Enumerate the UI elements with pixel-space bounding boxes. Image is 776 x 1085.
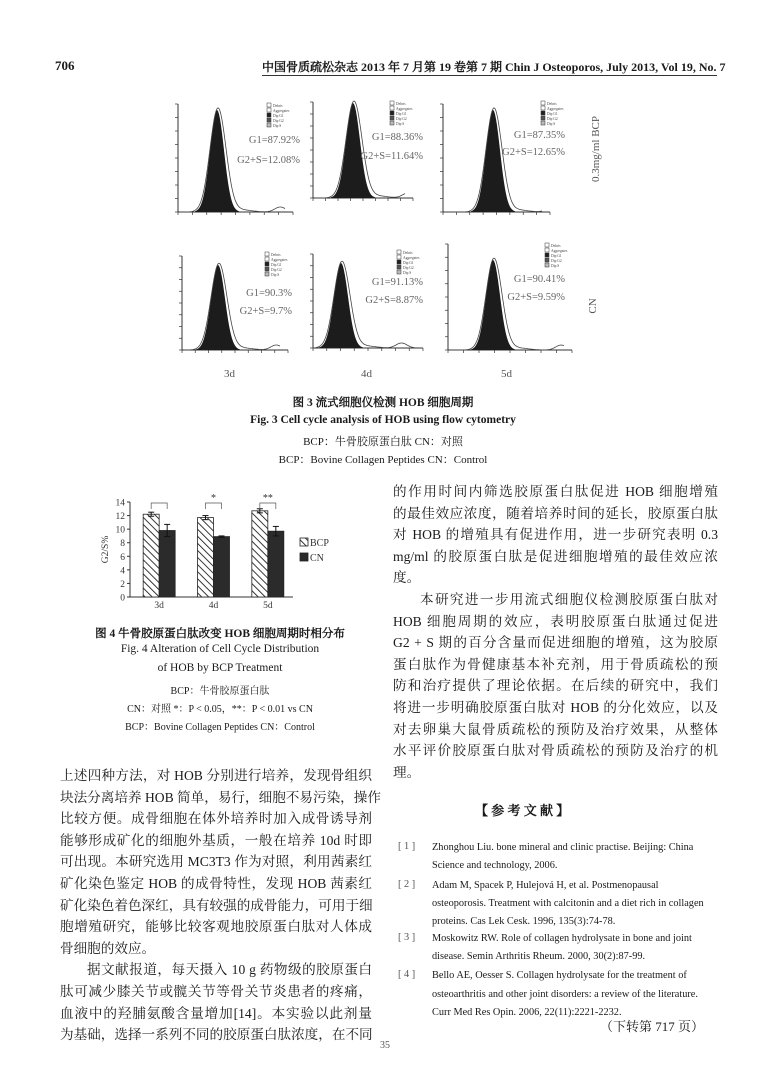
- legend-label: Dip S: [273, 124, 282, 128]
- x-tick-label: 5d: [263, 601, 273, 611]
- text-line: 骨细胞的效应。: [60, 940, 156, 956]
- legend-label: Dip G1: [271, 263, 282, 267]
- legend-label: Debris: [547, 102, 557, 106]
- reference-text: osteoarthritis and other joint disorders: a review of the literature.: [432, 989, 698, 1000]
- reference-text: Moskowitz RW. Role of collagen hydrolysate in bone and joint: [432, 933, 692, 944]
- g1-percentage: G1=88.36%: [371, 132, 423, 143]
- text-line: 可出现。本研究选用 MC3T3 作为对照，利用茜素红: [60, 854, 372, 870]
- reference-text: Curr Med Res Opin. 2006, 22(11):2221-2232.: [432, 1007, 622, 1018]
- figure-3-note-cn: BCP：牛骨胶原蛋白肽 CN：对照: [303, 436, 463, 448]
- figure-3-caption-cn: 图 3 流式细胞仪检测 HOB 细胞周期: [292, 397, 474, 409]
- y-tick-label: 0: [120, 593, 125, 604]
- reference-text: disease. Semin Arthritis Rheum. 2000, 30(2):87-99.: [432, 951, 646, 962]
- g2s-percentage: G2+S=9.7%: [239, 306, 292, 317]
- text-line: 蛋白肽作为骨健康基本补充剂，用于骨质疏松的预: [393, 656, 718, 672]
- legend-label: Debris: [396, 102, 406, 106]
- column-label-5d: 5d: [501, 368, 512, 380]
- legend-label: Dip G1: [396, 112, 407, 116]
- text-line: G2 + S 期的百分含量而促进细胞的增殖，这为胶原: [393, 635, 718, 651]
- g1-percentage: G1=91.13%: [371, 277, 423, 288]
- y-axis-label: G2/S%: [101, 535, 111, 564]
- reference-number: [ 3 ]: [398, 932, 416, 943]
- legend-label: Dip G1: [551, 254, 562, 258]
- column-label-4d: 4d: [361, 368, 372, 380]
- reference-number: [ 2 ]: [398, 879, 416, 890]
- bar-cn: [214, 537, 230, 597]
- legend-label: Dip G2: [547, 117, 558, 121]
- legend-label: Dip G1: [273, 114, 284, 118]
- continued-note: （下转第 717 页）: [600, 1019, 705, 1034]
- text-line: 血液中的羟脯氨酸含量增加[14]。本实验以此剂量: [60, 1005, 372, 1021]
- text-line: 防和治疗提供了理论依据。在后续的研究中，我们: [393, 678, 718, 694]
- y-tick-label: 10: [115, 525, 125, 536]
- text-line: 水平评价胶原蛋白肽对骨质疏松的预防及治疗的机: [393, 743, 718, 759]
- running-header: 中国骨质疏松杂志 2013 年 7 月第 19 卷第 7 期 Chin J Osteoporos, July 2013, Vol 19, No. 7: [262, 60, 726, 74]
- legend-label: Dip G2: [396, 117, 407, 121]
- legend-label: Aggregates: [547, 107, 564, 111]
- references-heading: 【 参 考 文 献 】: [475, 803, 570, 818]
- legend-label: Aggregates: [273, 109, 290, 113]
- legend-label: Dip G2: [271, 268, 282, 272]
- text-line: 矿化染色鉴定 HOB 的成骨特性，发现 HOB 茜素红: [60, 876, 372, 891]
- legend-label-bcp: BCP: [310, 538, 329, 549]
- legend-label: Dip S: [551, 264, 560, 268]
- legend-label: Dip S: [396, 122, 405, 126]
- legend-swatch-cn: [300, 553, 308, 561]
- text-line: 能够形成矿化的细胞外基质，一般在培养 10d 时即: [60, 832, 372, 848]
- text-line: 胞增殖研究，能够比较客观地胶原蛋白肽对人体成: [60, 919, 372, 935]
- g2s-percentage: G2+S=12.08%: [237, 155, 300, 166]
- legend-label: Dip G2: [551, 259, 562, 263]
- text-line: 的最佳效应浓度，随着培养时间的延长，胶原蛋白肽: [393, 505, 718, 521]
- column-label-3d: 3d: [224, 368, 235, 380]
- figure-4-caption-cn: 图 4 牛骨胶原蛋白肽改变 HOB 细胞周期时相分布: [95, 628, 345, 640]
- text-line: 为基础，选择一系列不同的胶原蛋白肽浓度，在不同: [60, 1027, 373, 1043]
- y-tick-label: 6: [120, 552, 125, 563]
- figure-3-caption-en: Fig. 3 Cell cycle analysis of HOB using flow cytometry: [250, 414, 516, 426]
- g2s-percentage: G2+S=9.59%: [507, 292, 565, 303]
- g2s-percentage: G2+S=12.65%: [502, 147, 565, 158]
- legend-label: Debris: [273, 104, 283, 108]
- legend-label: Aggregates: [403, 256, 420, 260]
- bar-cn: [268, 531, 284, 597]
- reference-text: Bello AE, Oesser S. Collagen hydrolysate for the treatment of: [432, 970, 687, 981]
- text-line: 度。: [393, 570, 421, 586]
- figure-4-caption-en-2: of HOB by BCP Treatment: [157, 662, 283, 674]
- g1-percentage: G1=90.3%: [246, 288, 292, 299]
- text-line: 本研究进一步用流式细胞仪检测胶原蛋白肽对: [420, 592, 718, 607]
- bar-bcp: [252, 511, 268, 597]
- reference-number: [ 4 ]: [398, 969, 416, 980]
- legend-label: Aggregates: [271, 258, 288, 262]
- g1-percentage: G1=87.92%: [248, 135, 300, 146]
- text-line: 理。: [393, 764, 421, 780]
- text-line: 对去卵巢大鼠骨质疏松的预防及治疗效果，从整体: [393, 721, 718, 737]
- legend-label: Dip G1: [403, 261, 414, 265]
- figure-4-caption-en-1: Fig. 4 Alteration of Cell Cycle Distribution: [120, 643, 320, 655]
- page-number: 706: [55, 58, 75, 73]
- significance-bracket: [151, 503, 167, 509]
- text-line: 将进一步明确胶原蛋白肽对 HOB 的分化效应，以及: [393, 700, 718, 715]
- reference-text: proteins. Cas Lek Cesk. 1996, 135(3):74-78.: [432, 916, 616, 927]
- figure-4-note-1: BCP：牛骨胶原蛋白肽: [170, 686, 270, 697]
- text-line: 肽可减少膝关节或髋关节等骨关节炎患者的疼痛，: [60, 984, 372, 999]
- reference-text: Science and technology, 2006.: [432, 860, 558, 871]
- text-line: 比较方便。成骨细胞在体外培养时加入成骨诱导剂: [60, 811, 372, 827]
- legend-swatch-bcp: [300, 538, 308, 546]
- text-line: 据文献报道，每天摄入 10 g 药物级的胶原蛋白: [87, 962, 372, 978]
- y-tick-label: 14: [115, 498, 125, 509]
- legend-label-cn: CN: [310, 553, 324, 564]
- legend-label: Dip G2: [403, 266, 414, 270]
- legend-label: Dip S: [271, 273, 280, 277]
- significance-marker: *: [211, 493, 216, 504]
- x-tick-label: 4d: [208, 601, 219, 611]
- y-tick-label: 4: [120, 566, 125, 577]
- text-line: mg/ml 的胶原蛋白肽是促进细胞增殖的最佳效应浓: [393, 548, 718, 564]
- text-line: HOB 细胞周期的效应，表明胶原蛋白肽通过促进: [393, 613, 718, 629]
- bar-bcp: [143, 514, 159, 597]
- legend-label: Debris: [403, 251, 413, 255]
- bar-cn: [159, 531, 175, 598]
- legend-label: Dip S: [547, 122, 556, 126]
- page-folio: 35: [380, 1040, 390, 1051]
- significance-marker: **: [262, 493, 273, 504]
- y-tick-label: 8: [120, 539, 125, 550]
- y-tick-label: 12: [115, 512, 125, 523]
- row-label-bcp: 0.3mg/ml BCP: [590, 115, 602, 183]
- figure-4-note-3: BCP：Bovine Collagen Peptides CN：Control: [125, 722, 315, 733]
- reference-text: osteoporosis. Treatment with calcitonin and a diet rich in collagen: [432, 898, 704, 909]
- figure-4-note-2: CN：对照 *：P < 0.05，**：P < 0.01 vs CN: [127, 704, 313, 715]
- text-line: 矿化染色着色深红，具有较强的成骨能力，可用于细: [60, 897, 373, 913]
- legend-label: Debris: [551, 244, 561, 248]
- reference-text: Zhonghou Liu. bone mineral and clinic practise. Beijing: China: [432, 842, 694, 853]
- text-line: 上述四种方法，对 HOB 分别进行培养，发现骨组织: [60, 768, 372, 783]
- g1-percentage: G1=90.41%: [513, 274, 565, 285]
- legend-label: Debris: [271, 253, 281, 257]
- g2s-percentage: G2+S=8.87%: [365, 295, 423, 306]
- text-line: 对 HOB 的增殖具有促进作用，进一步研究表明 0.3: [393, 527, 718, 543]
- text-line: 的作用时间内筛选胶原蛋白肽促进 HOB 细胞增殖: [393, 484, 718, 499]
- text-line: 块法分离培养 HOB 简单，易行，细胞不易污染，操作: [60, 789, 381, 805]
- reference-number: [ 1 ]: [398, 841, 416, 852]
- figure-3-note-en: BCP：Bovine Collagen Peptides CN：Control: [278, 454, 488, 466]
- reference-text: Adam M, Spacek P, Hulejová H, et al. Postmenopausal: [432, 880, 659, 891]
- legend-label: Aggregates: [551, 249, 568, 253]
- g1-percentage: G1=87.35%: [513, 130, 565, 141]
- y-tick-label: 2: [120, 579, 125, 590]
- x-tick-label: 3d: [154, 601, 164, 611]
- bar-bcp: [198, 518, 214, 597]
- row-label-cn: CN: [587, 298, 599, 314]
- legend-label: Dip G2: [273, 119, 284, 123]
- legend-label: Aggregates: [396, 107, 413, 111]
- legend-label: Dip S: [403, 271, 412, 275]
- g2s-percentage: G2+S=11.64%: [360, 151, 423, 162]
- legend-label: Dip G1: [547, 112, 558, 116]
